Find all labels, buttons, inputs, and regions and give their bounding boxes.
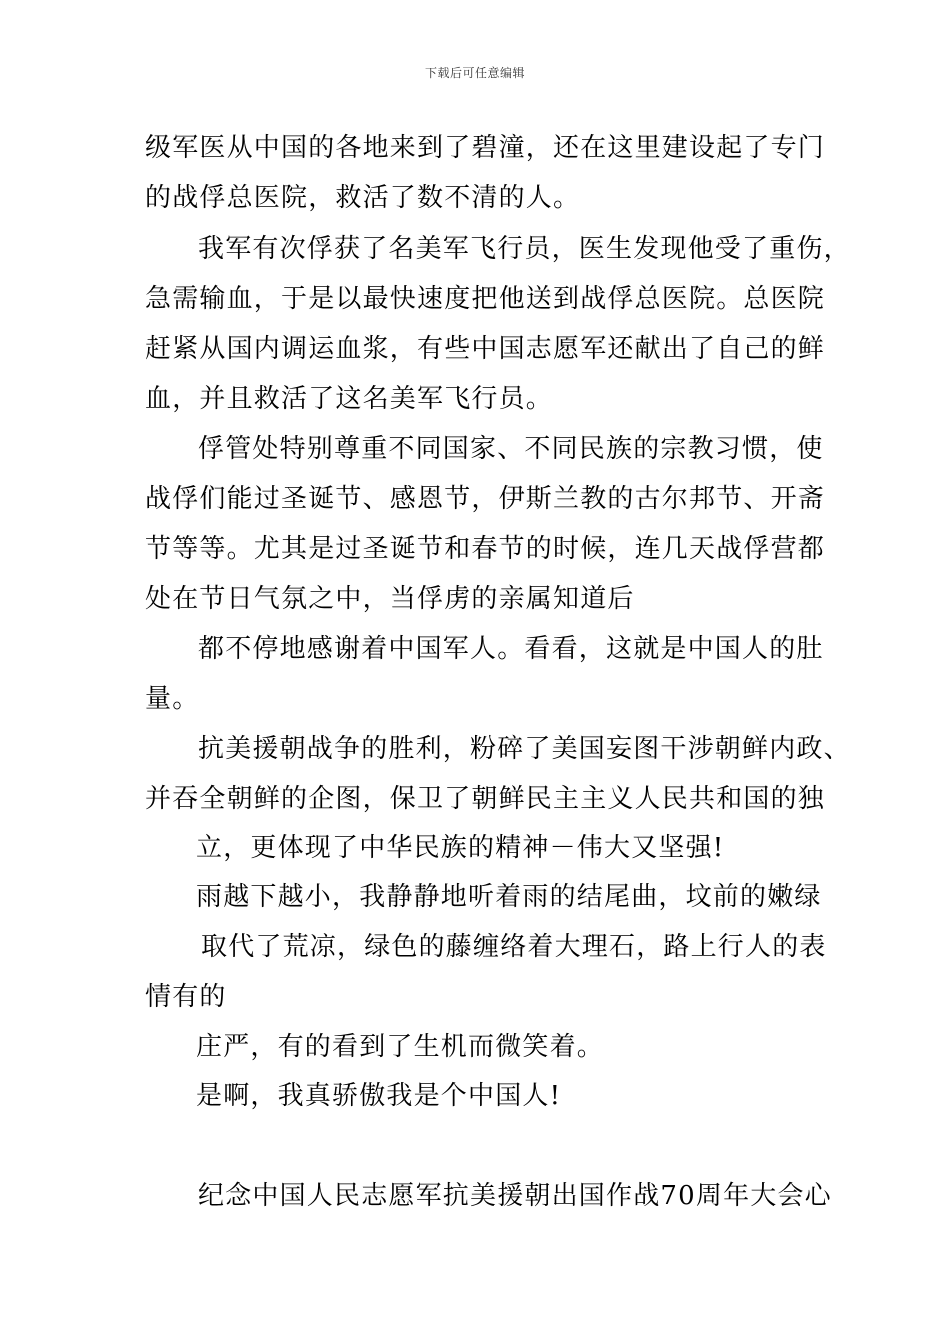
text-line: 我军有次俘获了名美军飞行员，医生发现他受了重伤， [198, 234, 851, 264]
text-line: 抗美援朝战争的胜利，粉碎了美国妄图干涉朝鲜内政、 [198, 734, 851, 764]
text-line: 庄严，有的看到了生机而微笑着。 [196, 1032, 605, 1062]
page-header: 下载后可任意编辑 [424, 66, 525, 80]
text-line: 节等等。尤其是过圣诞节和春节的时候，连几天战俘营都 [145, 534, 826, 564]
text-line: 级军医从中国的各地来到了碧潼，还在这里建设起了专门 [145, 133, 826, 163]
text-line: 纪念中国人民志愿军抗美援朝出国作战70周年大会心 [198, 1181, 832, 1211]
text-line: 雨越下越小，我静静地听着雨的结尾曲，坟前的嫩绿 [196, 882, 822, 912]
text-line: 战俘们能过圣诞节、感恩节，伊斯兰教的古尔邦节、开斋 [145, 484, 826, 514]
text-line: 情有的 [145, 982, 227, 1012]
text-line: 立，更体现了中华民族的精神－伟大又坚强! [196, 833, 725, 863]
text-line: 取代了荒凉，绿色的藤缠络着大理石，路上行人的表 [201, 932, 827, 962]
text-line: 赶紧从国内调运血浆，有些中国志愿军还献出了自己的鲜 [145, 334, 826, 364]
text-line: 血，并且救活了这名美军飞行员。 [145, 384, 554, 414]
text-line: 俘管处特别尊重不同国家、不同民族的宗教习惯，使 [198, 434, 824, 464]
text-line: 并吞全朝鲜的企图，保卫了朝鲜民主主义人民共和国的独 [145, 784, 826, 814]
text-line: 都不停地感谢着中国军人。看看，这就是中国人的肚 [198, 634, 824, 664]
text-line: 处在节日气氛之中，当俘虏的亲属知道后 [145, 584, 635, 614]
text-line: 量。 [145, 684, 200, 714]
text-line: 急需输血，于是以最快速度把他送到战俘总医院。总医院 [145, 284, 826, 314]
text-line: 是啊，我真骄傲我是个中国人! [196, 1081, 562, 1111]
text-line: 的战俘总医院，救活了数不清的人。 [145, 183, 581, 213]
